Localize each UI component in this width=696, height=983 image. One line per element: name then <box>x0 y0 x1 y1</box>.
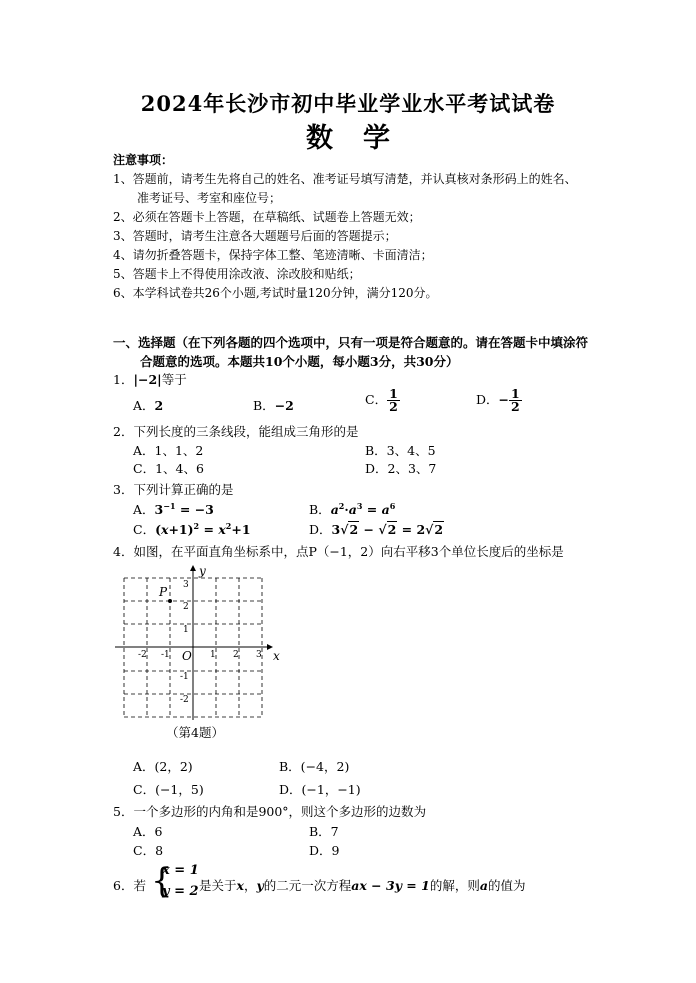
y-tick-label: -1 <box>180 672 189 682</box>
x-axis-label: x <box>273 649 280 663</box>
question-1-number: 1． <box>113 372 134 387</box>
text: 的值为 <box>487 878 526 893</box>
text: 的解，则 <box>429 878 480 893</box>
text: 的二元一次方程 <box>263 878 352 893</box>
notice-item-6: 6、本学科试卷共26个小题,考试时量120分钟，满分120分。 <box>113 286 438 300</box>
x-tick-labels <box>138 650 262 660</box>
section1-heading-line2: 合题意的选项。本题共10个小题，每小题3分，共30分） <box>140 354 459 369</box>
y-axis-label: y <box>199 564 206 578</box>
question-2-option-d: D．2、3、7 <box>365 461 437 476</box>
question-4-stem: 4．如图，在平面直角坐标系中，点P（−1，2）向右平移3个单位长度后的坐标是 <box>113 544 564 559</box>
question-1-stem <box>113 370 187 388</box>
denominator: 2 <box>389 399 398 414</box>
question-1-expression: |−2| <box>133 372 162 387</box>
y-tick-label: 2 <box>183 602 189 612</box>
subject-title: 数学 <box>306 123 420 154</box>
notice-item-1: 1、答题前，请考生先将自己的姓名、准考证号填写清楚，并认真核对条形码上的姓名、 <box>113 172 577 186</box>
option-label: D． <box>476 392 499 407</box>
option-value: −2 <box>274 398 294 413</box>
variable-y: y <box>256 878 264 893</box>
question-2-option-b: B．3、4、5 <box>365 443 436 458</box>
option-value: 2 <box>154 398 164 413</box>
question-4-option-c: C．(−1，5) <box>133 782 204 797</box>
section1-heading-line1: 一、选择题（在下列各题的四个选项中，只有一项是符合题意的。请在答题卡中填涂符 <box>113 335 589 350</box>
y-tick-labels <box>180 580 189 705</box>
option-label: A． <box>133 398 155 413</box>
question-4-option-a: A．(2，2) <box>133 759 193 774</box>
notice-heading: 注意事项： <box>113 153 174 167</box>
y-tick-label: 3 <box>183 580 189 590</box>
question-4-option-d: D．(−1，−1) <box>279 782 361 797</box>
question-4-option-b: B．(−4，2) <box>279 759 350 774</box>
option-label: C． <box>365 392 388 407</box>
x-tick-label: 3 <box>256 650 262 660</box>
variable-x: x <box>236 878 244 893</box>
question-5-option-d: D．9 <box>309 843 340 858</box>
fraction <box>387 388 400 413</box>
question-1-option-c <box>365 388 400 413</box>
equation: ax − 3y = 1 <box>351 878 430 893</box>
numerator: 1 <box>511 386 520 401</box>
origin-label: O <box>182 649 192 663</box>
y-tick-label: 1 <box>183 625 189 635</box>
y-tick-label: -2 <box>180 695 189 705</box>
text: ， <box>243 878 257 893</box>
question-5-option-b: B．7 <box>309 824 339 839</box>
question-2-stem: 2．下列长度的三条线段，能组成三角形的是 <box>113 424 359 439</box>
question-1-option-d <box>476 388 522 413</box>
question-6-text <box>199 876 525 894</box>
option-label: A． <box>133 502 155 517</box>
numerator: 1 <box>389 386 398 401</box>
variable-a: a <box>479 878 488 893</box>
exam-title: 2024年长沙市初中毕业学业水平考试试卷 <box>140 91 556 116</box>
figure-caption: （第4题） <box>166 725 224 740</box>
math-expression: $(x+1)^2 = x^2+1$ <box>155 520 251 537</box>
notice-item-4: 4、请勿折叠答题卡，保持字体工整、笔迹清晰、卡面清洁； <box>113 248 433 262</box>
question-5-stem: 5．一个多边形的内角和是900°，则这个多边形的边数为 <box>113 804 427 819</box>
option-label: B． <box>253 398 275 413</box>
option-label: D． <box>309 522 332 537</box>
question-3-option-b <box>309 500 395 518</box>
option-label: C． <box>133 522 156 537</box>
minus-sign: − <box>498 392 510 407</box>
question-3-stem: 3．下列计算正确的是 <box>113 482 234 497</box>
x-tick-label: 2 <box>233 650 239 660</box>
question-1-text: 等于 <box>161 372 187 387</box>
system-equation-2: y = 2 <box>162 884 199 899</box>
notice-item-3: 3、答题时，请考生注意各大题题号后面的答题提示； <box>113 229 397 243</box>
coordinate-grid-figure <box>110 560 285 725</box>
question-3-option-a <box>133 500 214 518</box>
text: 是关于 <box>199 878 237 893</box>
fraction <box>509 388 522 413</box>
system-brace: { <box>151 861 173 901</box>
question-1-option-a <box>133 396 163 414</box>
notice-item-1-cont: 准考证号、考室和座位号； <box>137 191 282 205</box>
math-expression: 3√2 − √2 = 2√2 <box>331 522 444 537</box>
question-3-option-d <box>309 520 444 538</box>
question-3-option-c <box>133 520 251 538</box>
question-5-option-a: A．6 <box>133 824 163 839</box>
x-tick-label: -2 <box>138 650 147 660</box>
system-equation-1: x = 1 <box>162 863 199 878</box>
question-5-option-c: C．8 <box>133 843 164 858</box>
point-p <box>168 599 172 603</box>
question-2-option-a: A．1、1、2 <box>133 443 204 458</box>
notice-item-5: 5、答题卡上不得使用涂改液、涂改胶和贴纸； <box>113 267 361 281</box>
question-1-option-b <box>253 396 294 414</box>
x-tick-label: -1 <box>161 650 170 660</box>
math-expression: $3^{-1} = -3$ <box>154 500 214 517</box>
question-6-number: 6．若 <box>113 878 146 893</box>
notice-item-2: 2、必须在答题卡上答题，在草稿纸、试题卷上答题无效； <box>113 210 421 224</box>
point-p-label: P <box>159 585 168 599</box>
option-label: B． <box>309 502 331 517</box>
math-expression: $a^2\cdot a^3 = a^6$ <box>330 500 396 517</box>
x-tick-label: 1 <box>210 650 216 660</box>
question-2-option-c: C．1、4、6 <box>133 461 204 476</box>
denominator: 2 <box>511 399 520 414</box>
